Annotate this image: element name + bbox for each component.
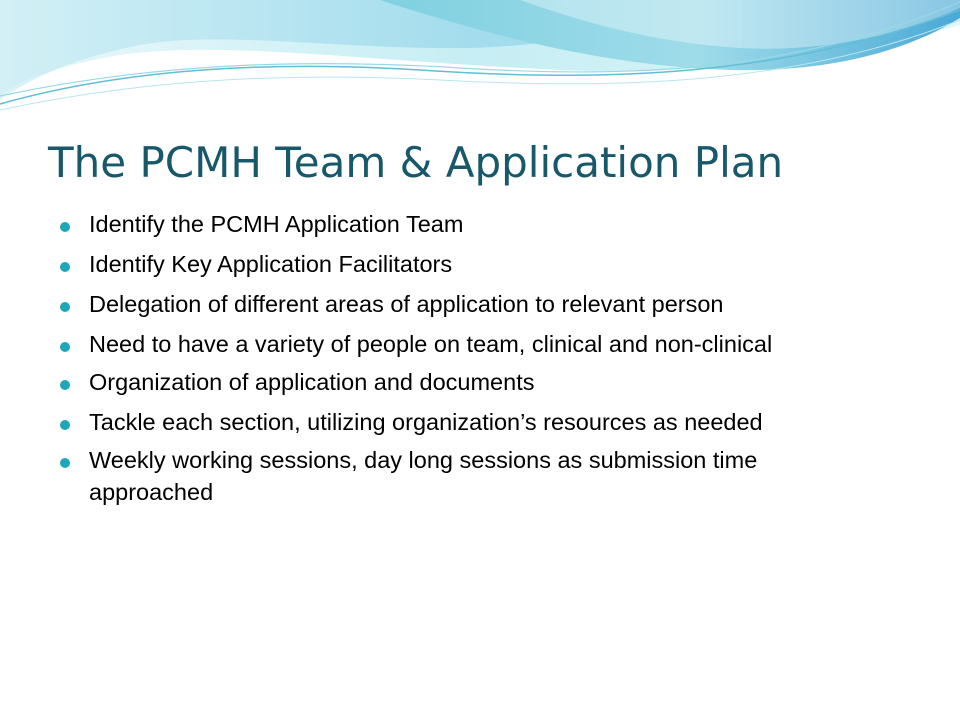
bullet-item bbox=[60, 288, 860, 320]
bullet-dot-icon bbox=[60, 302, 70, 312]
bullet-text: Organization of application and documents bbox=[89, 369, 535, 395]
bullet-item bbox=[60, 406, 860, 438]
bullet-text: Identify the PCMH Application Team bbox=[89, 211, 464, 237]
bullet-item bbox=[60, 248, 860, 280]
bullet-item bbox=[60, 208, 860, 240]
bullet-text: Need to have a variety of people on team, clinical and non-clinical bbox=[89, 331, 773, 357]
header-wave-decoration bbox=[0, 0, 960, 120]
bullet-item bbox=[60, 444, 860, 508]
bullet-text: Identify Key Application Facilitators bbox=[89, 251, 453, 277]
bullet-text: Delegation of different areas of application to relevant person bbox=[89, 291, 724, 317]
bullet-dot-icon bbox=[60, 458, 70, 468]
bullet-item bbox=[60, 366, 860, 398]
bullet-dot-icon bbox=[60, 222, 70, 232]
bullet-dot-icon bbox=[60, 420, 70, 430]
bullet-text: Tackle each section, utilizing organization’s resources as needed bbox=[89, 409, 763, 435]
bullet-text: Weekly working sessions, day long sessions as submission time approached bbox=[89, 447, 758, 505]
slide-title: The PCMH Team & Application Plan bbox=[48, 138, 784, 187]
bullet-dot-icon bbox=[60, 380, 70, 390]
bullet-dot-icon bbox=[60, 342, 70, 352]
bullet-dot-icon bbox=[60, 262, 70, 272]
bullet-list bbox=[60, 208, 860, 516]
bullet-item bbox=[60, 328, 860, 360]
